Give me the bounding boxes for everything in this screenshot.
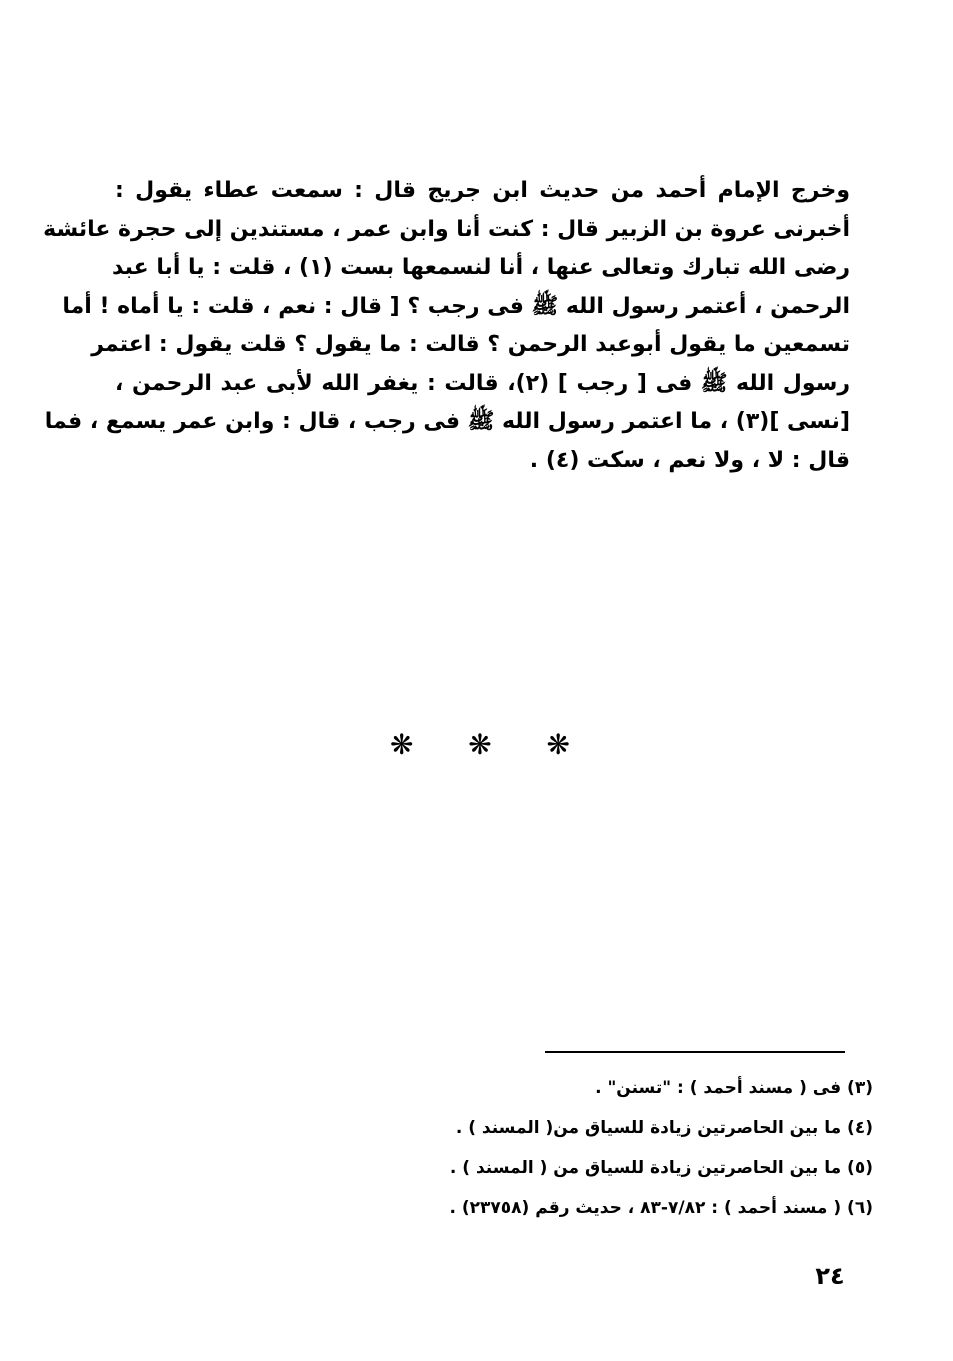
paragraph-line: رضى الله تبارك وتعالى عنها ، أنا لنسمعها بست (١) ، قلت : يا أبا عبد (111, 255, 850, 280)
footnotes (273, 1068, 873, 1228)
paragraph-line: الرحمن ، أعتمر رسول الله ﷺ فى رجب ؟ [ قال : نعم ، قلت : يا أماه ! أما (62, 293, 850, 319)
footnote-item: (٥) ما بين الحاصرتين زيادة للسياق من ( المسند ) . (449, 1158, 873, 1178)
page-number: ٢٤ (815, 1262, 845, 1290)
footnote-item: (٣) فى ( مسند أحمد ) : "تسنن" . (595, 1078, 873, 1098)
footnote-item: (٦) ( مسند أحمد ) : ٧/٨٢-٨٣ ، حديث رقم (٢٣٧٥٨) . (449, 1198, 873, 1218)
paragraph-line: قال : لا ، ولا نعم ، سكت (٤) . (529, 447, 850, 473)
section-separator (390, 728, 570, 761)
footnote-divider (545, 1051, 845, 1053)
paragraph-line: وخرج الإمام أحمد من حديث ابن جريج قال : سمعت عطاء يقول : (115, 178, 850, 203)
main-paragraph (43, 172, 850, 480)
paragraph-line: تسمعين ما يقول أبوعبد الرحمن ؟ قالت : ما يقول ؟ قلت يقول : اعتمر (91, 332, 850, 357)
asterism-icon: ❋ (390, 728, 414, 761)
paragraph-line: أخبرنى عروة بن الزبير قال : كنت أنا وابن عمر ، مستندين إلى حجرة عائشة (43, 216, 850, 242)
asterism-icon: ❋ (546, 728, 570, 761)
asterism-icon: ❋ (468, 728, 492, 761)
paragraph-line: رسول الله ﷺ فى [ رجب ] (٢)، قالت : يغفر الله لأبى عبد الرحمن ، (115, 370, 850, 396)
footnote-item: (٤) ما بين الحاصرتين زيادة للسياق من( المسند ) . (455, 1118, 873, 1138)
paragraph-line: [نسى ](٣) ، ما اعتمر رسول الله ﷺ فى رجب ، قال : وابن عمر يسمع ، فما (44, 409, 850, 434)
